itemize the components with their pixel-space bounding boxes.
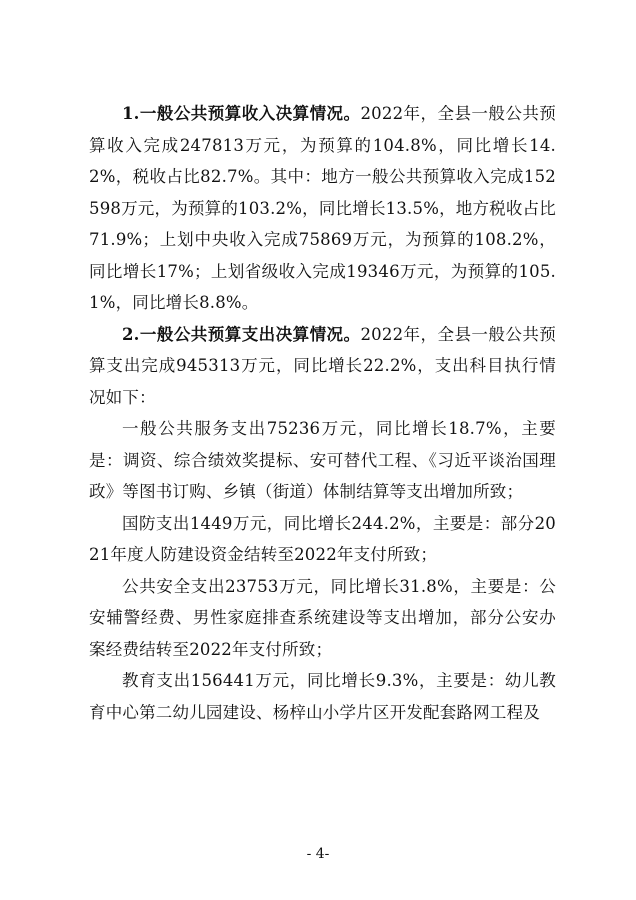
section-text: 2022年，全县一般公共预算收入完成247813万元，为预算的104.8%，同比增长14.2%，税收占比82.7%。其中：地方一般公共预算收入完成152598万元，为预算的103.2%，同比增长13.5%，地方税收占比71.9%；上划中央收入完成75869万元，为预算的108.2%，同比增长17%；上划省级收入完成19346万元，为预算的105.1%，同比增长8.8%。 [89, 104, 556, 312]
page-number: - 4- [306, 846, 330, 862]
section-heading: 2.一般公共预算支出决算情况。 [122, 324, 361, 344]
section-expenditure [89, 319, 556, 414]
document-body [89, 98, 556, 728]
expenditure-item-public-security: 公共安全支出23753万元，同比增长31.8%，主要是：公安辅警经费、男性家庭排查系统建设等支出增加，部分公安办案经费结转至2022年支付所致； [89, 576, 556, 659]
expenditure-item-general-services: 一般公共服务支出75236万元，同比增长18.7%，主要是：调资、综合绩效奖提标、安可替代工程、《习近平谈治国理政》等图书订购、乡镇（街道）体制结算等支出增加所致； [89, 419, 556, 501]
expenditure-item-education: 教育支出156441万元，同比增长9.3%，主要是：幼儿教育中心第二幼儿园建设、杨梓山小学片区开发配套路网工程及 [89, 671, 556, 722]
section-income [89, 98, 556, 319]
section-heading: 1.一般公共预算收入决算情况。 [122, 104, 361, 123]
expenditure-item-defense: 国防支出1449万元，同比增长244.2%，主要是：部分2021年度人防建设资金结转至2022年支付所致； [89, 513, 556, 564]
section-text: 2022年，全县一般公共预算支出完成945313万元，同比增长22.2%，支出科目执行情况如下： [89, 324, 556, 407]
